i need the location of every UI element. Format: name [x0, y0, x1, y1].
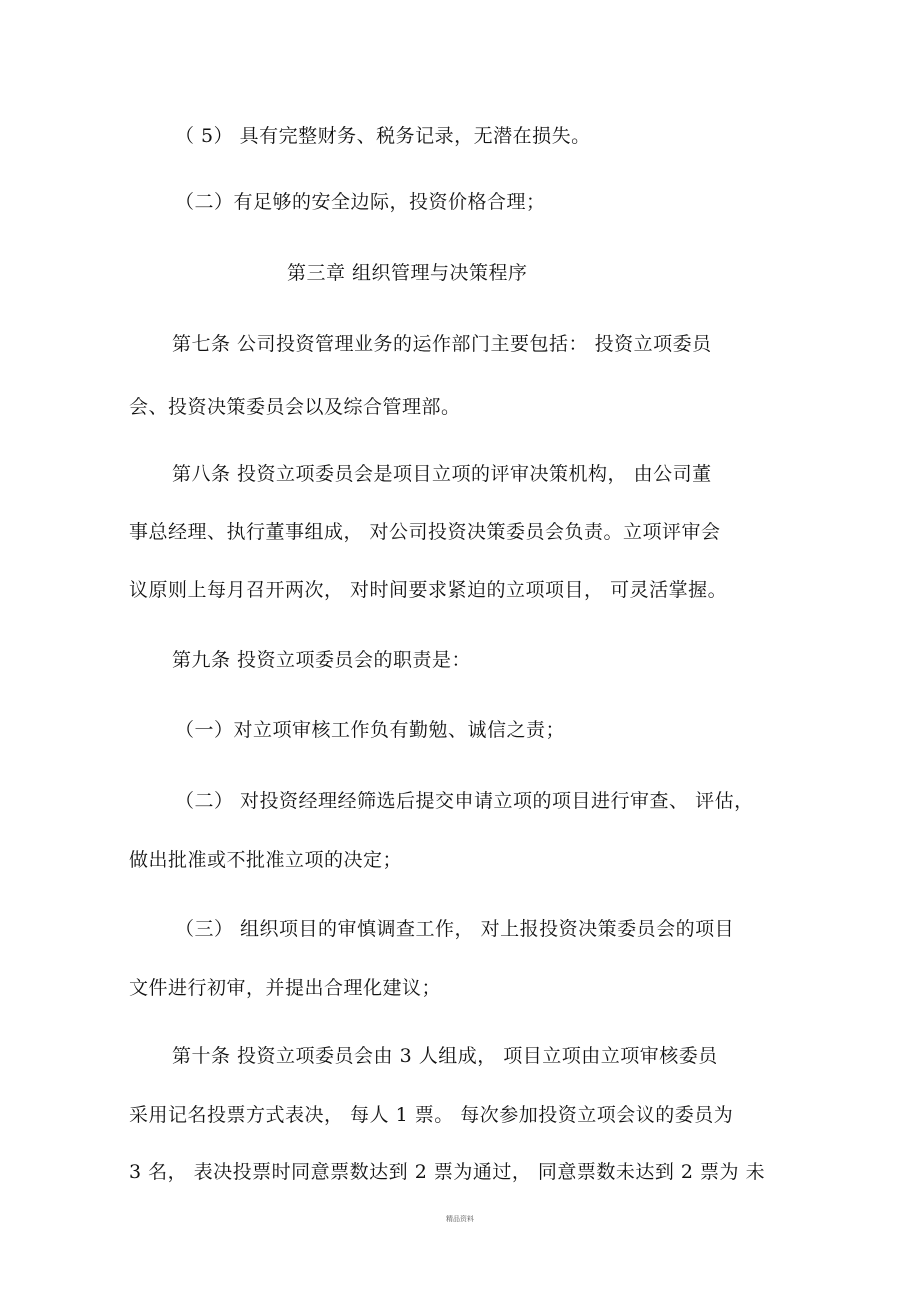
paragraph-line: （三） 组织项目的审慎调查工作， 对上报投资决策委员会的项目 [175, 918, 735, 940]
paragraph-line: （ 5） 具有完整财务、税务记录，无潜在损失。 [175, 125, 591, 147]
paragraph-line: 第九条 投资立项委员会的职责是： [172, 649, 472, 671]
paragraph-line: 议原则上每月召开两次， 对时间要求紧迫的立项项目， 可灵活掌握。 [129, 579, 728, 601]
paragraph-line: 文件进行初审，并提出合理化建议； [129, 977, 442, 999]
paragraph-line: 采用记名投票方式表决， 每人 1 票。 每次参加投资立项会议的委员为 [129, 1104, 734, 1126]
chapter-heading: 第三章 组织管理与决策程序 [287, 262, 528, 284]
paragraph-line: 第十条 投资立项委员会由 3 人组成， 项目立项由立项审核委员 [172, 1045, 718, 1067]
paragraph-line: 第八条 投资立项委员会是项目立项的评审决策机构， 由公司董 [172, 463, 712, 485]
paragraph-line: （一）对立项审核工作负有勤勉、诚信之责； [175, 719, 566, 741]
paragraph-line: 第七条 公司投资管理业务的运作部门主要包括： 投资立项委员 [172, 333, 712, 355]
paragraph-line: （二）有足够的安全边际，投资价格合理； [175, 191, 546, 213]
paragraph-line: 事总经理、执行董事组成， 对公司投资决策委员会负责。立项评审会 [129, 521, 721, 543]
paragraph-line: 做出批准或不批准立项的决定； [129, 849, 403, 871]
paragraph-line: （二） 对投资经理经筛选后提交申请立项的项目进行审查、 评估， [175, 790, 754, 812]
page-footer: 精品资料 [446, 1215, 474, 1223]
paragraph-line: 3 名， 表决投票时同意票数达到 2 票为通过， 同意票数未达到 2 票为 未 [129, 1161, 766, 1183]
paragraph-line: 会、投资决策委员会以及综合管理部。 [129, 396, 461, 418]
